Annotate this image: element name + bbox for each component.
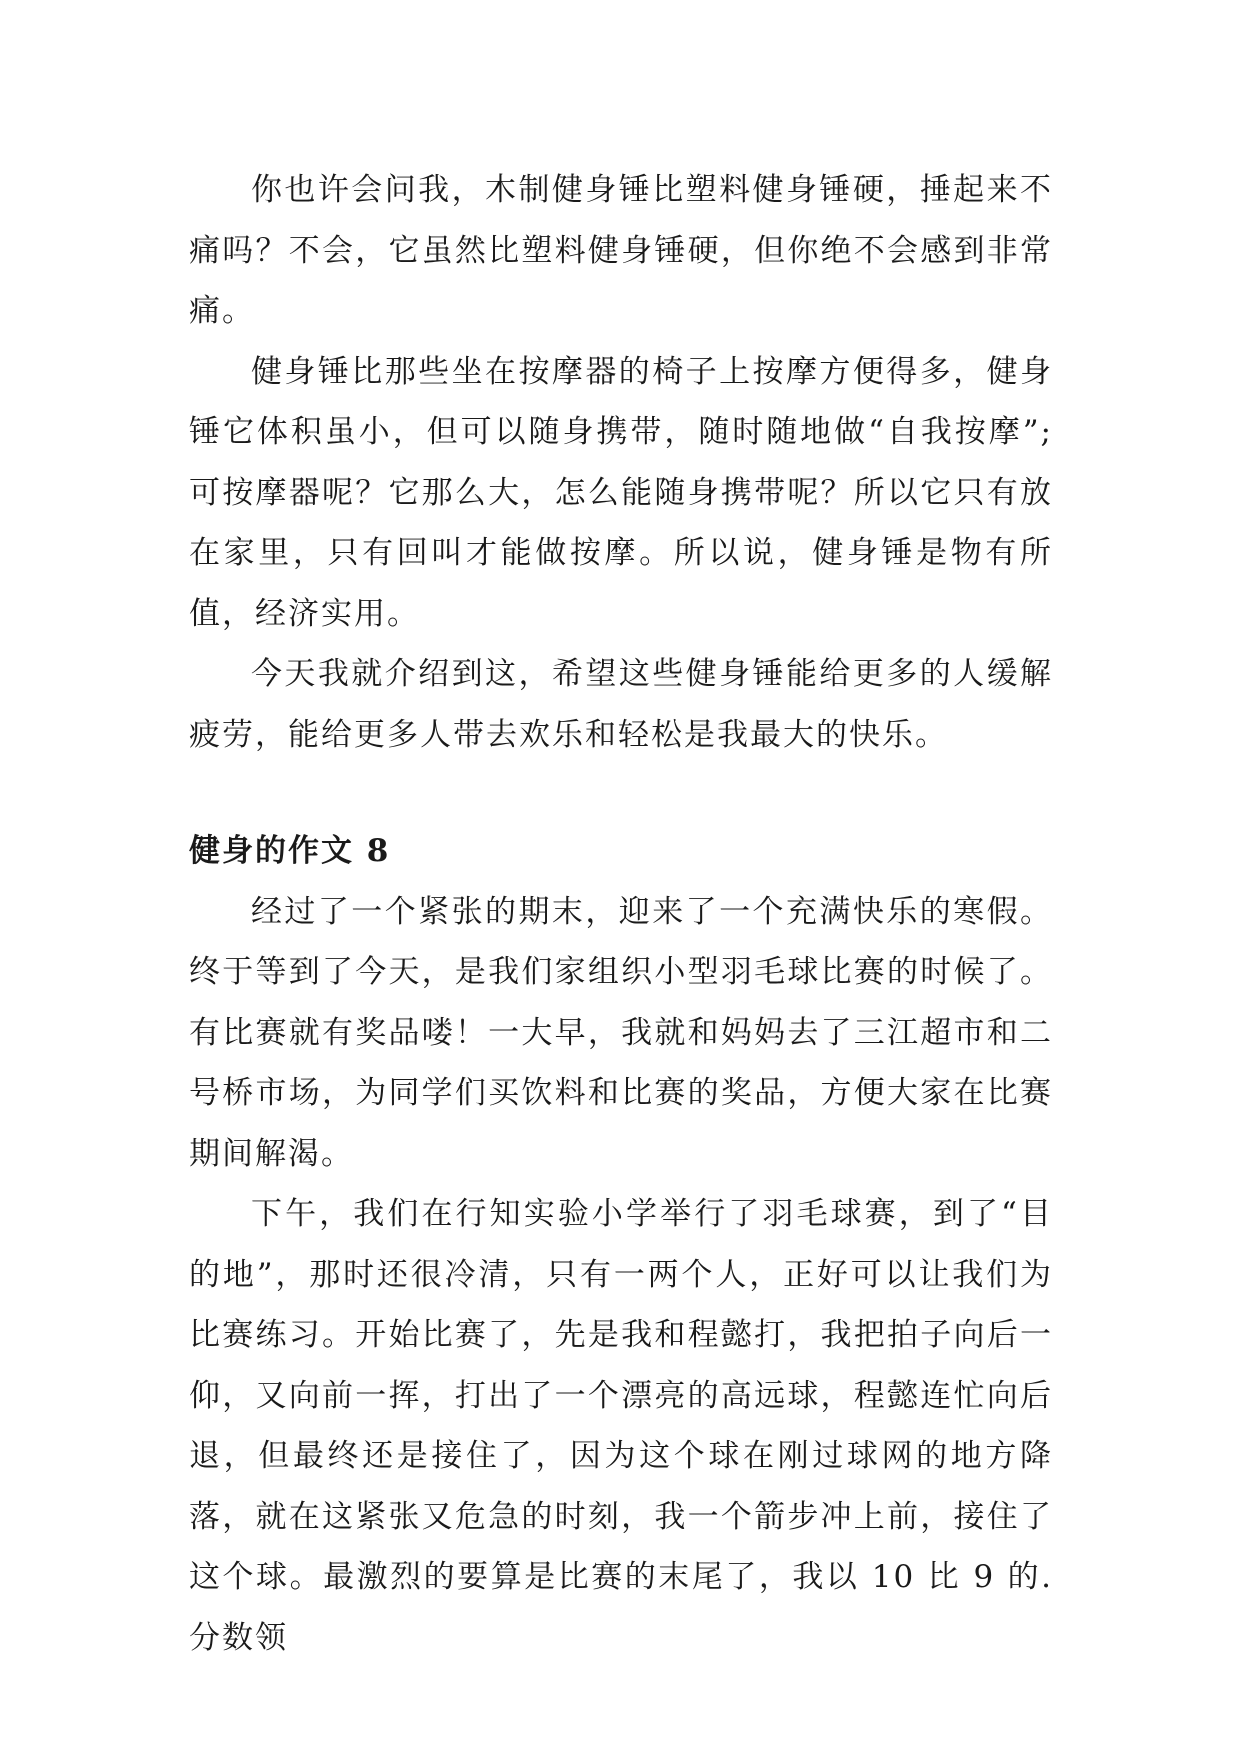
paragraph: 你也许会问我，木制健身锤比塑料健身锤硬，捶起来不痛吗？不会，它虽然比塑料健身锤硬，但你绝不会感到非常痛。 xyxy=(189,172,1053,329)
section-title: 健身的作文 8 xyxy=(189,833,391,869)
paragraph: 下午，我们在行知实验小学举行了羽毛球赛，到了“目的地”，那时还很冷清，只有一两个人，正好可以让我们为比赛练习。开始比赛了，先是我和程懿打，我把拍子向后一仰，又向前一挥，打出了一个漂亮的高远球，程懿连忙向后退，但最终还是接住了，因为这个球在刚过球网的地方降落，就在这紧张又危急的时刻，我一个箭步冲上前，接住了这个球。最激烈的要算是比赛的末尾了，我以 10 比 9 的. 分数领 xyxy=(189,1196,1053,1656)
paragraph: 经过了一个紧张的期末，迎来了一个充满快乐的寒假。终于等到了今天，是我们家组织小型羽毛球比赛的时候了。有比赛就有奖品喽！一大早，我就和妈妈去了三江超市和二号桥市场，为同学们买饮料和比赛的奖品，方便大家在比赛期间解渴。 xyxy=(189,893,1053,1172)
paragraph: 健身锤比那些坐在按摩器的椅子上按摩方便得多，健身锤它体积虽小，但可以随身携带，随时随地做“自我按摩”;可按摩器呢？它那么大，怎么能随身携带呢？所以它只有放在家里，只有回叫才能做按摩。所以说，健身锤是物有所值，经济实用。 xyxy=(189,353,1053,632)
paragraph: 今天我就介绍到这，希望这些健身锤能给更多的人缓解疲劳，能给更多人带去欢乐和轻松是我最大的快乐。 xyxy=(189,656,1053,753)
document-body xyxy=(189,160,1053,1668)
